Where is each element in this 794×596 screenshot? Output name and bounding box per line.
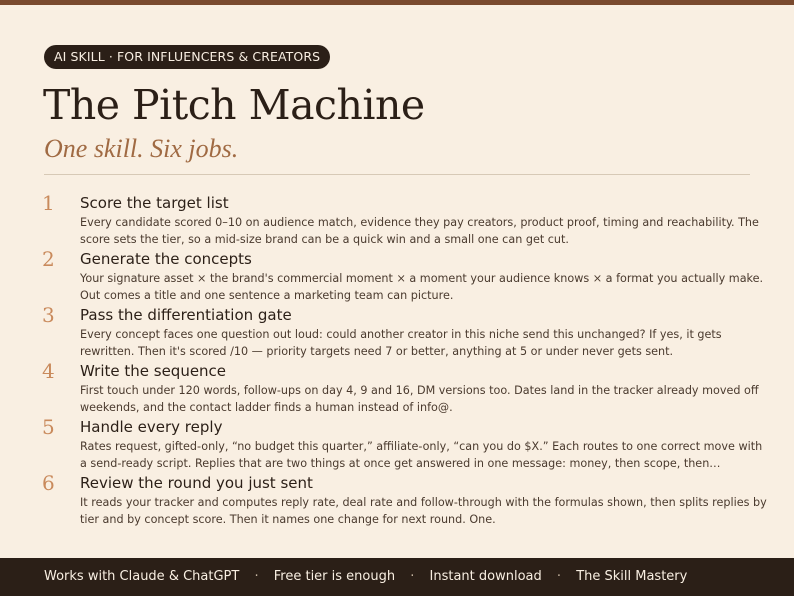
- page-title: The Pitch Machine: [43, 81, 425, 129]
- step-description: Rates request, gifted-only, “no budget this quarter,” affiliate-only, “can you do $X.” Each routes to one correct move with a send-ready script. Replies that are two things at once get answered in one message: money, then scope, then…: [80, 440, 763, 470]
- footer-item-brand: The Skill Mastery: [576, 569, 688, 584]
- step-title: Generate the concepts: [80, 250, 252, 268]
- step-description: Every candidate scored 0–10 on audience match, evidence they pay creators, product proof, timing and reachability. The score sets the tier, so a mid-size brand can be a quick win and a small one can get cut.: [80, 216, 759, 246]
- step-number: 4: [42, 359, 55, 383]
- step-title: Handle every reply: [80, 418, 223, 436]
- step-title: Score the target list: [80, 194, 229, 212]
- footer-separator: ·: [556, 569, 562, 584]
- footer-separator: ·: [254, 569, 259, 584]
- step-description: Every concept faces one question out loud: could another creator in this niche send this unchanged? If yes, it gets rewritten. Then it's scored /10 — priority targets need 7 or better, anything at 5 or under never gets sent.: [80, 328, 722, 358]
- footer-separator: ·: [410, 569, 415, 584]
- step-description: It reads your tracker and computes reply rate, deal rate and follow-through with the formulas shown, then splits replies by tier and by concept score. Then it names one change for next round. One.: [80, 496, 767, 526]
- category-badge: AI SKILL · FOR INFLUENCERS & CREATORS: [44, 45, 330, 69]
- step-title: Write the sequence: [80, 362, 227, 380]
- step-number: 3: [42, 303, 55, 327]
- footer-item-compatibility: Works with Claude & ChatGPT: [44, 569, 240, 584]
- step-description: First touch under 120 words, follow-ups on day 4, 9 and 16, DM versions too. Dates land in the tracker already moved off weekends, and the contact ladder finds a human instead of info@.: [80, 384, 759, 414]
- footer-bar: [0, 558, 794, 596]
- step-number: 5: [42, 415, 55, 439]
- footer-features: [44, 558, 687, 596]
- step-description: Your signature asset × the brand's commercial moment × a moment your audience knows × a format you actually make. Out comes a title and one sentence a marketing team can picture.: [80, 272, 764, 302]
- top-accent-bar: [0, 0, 794, 5]
- step-title: Pass the differentiation gate: [80, 306, 292, 324]
- page-subtitle: One skill. Six jobs.: [44, 134, 239, 163]
- step-number: 1: [42, 191, 55, 215]
- step-number: 2: [42, 247, 55, 271]
- step-title: Review the round you just sent: [80, 474, 313, 492]
- title-divider: [44, 174, 750, 175]
- step-number: 6: [42, 471, 55, 495]
- footer-item-free-tier: Free tier is enough: [273, 569, 396, 584]
- footer-item-download: Instant download: [429, 569, 542, 584]
